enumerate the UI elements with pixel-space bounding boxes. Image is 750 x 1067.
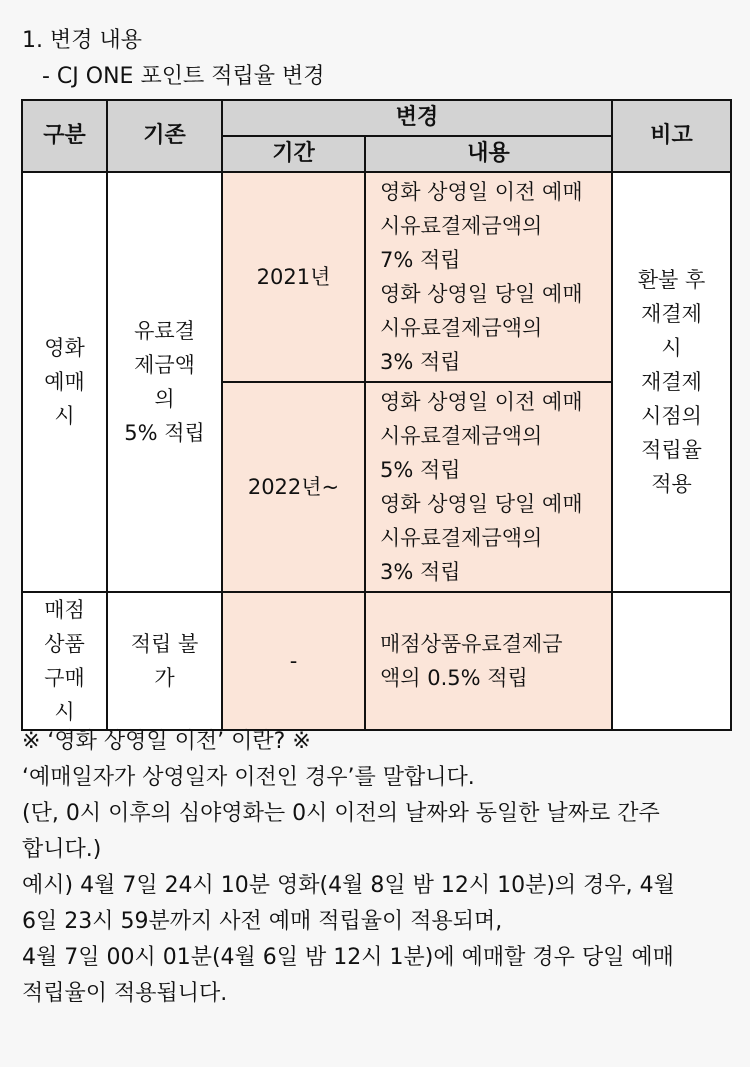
cell-line: 시 (54, 404, 75, 428)
content-text: 시 (380, 424, 401, 448)
cell-content-2022 (365, 382, 612, 592)
content-text: 시 (380, 214, 401, 238)
cell-line: 시점의 (641, 404, 702, 428)
header-period: 기간 (222, 136, 365, 172)
content-line (380, 311, 599, 345)
content-text: 시 (380, 316, 401, 340)
content-line (380, 487, 599, 521)
content-line (380, 385, 599, 419)
cell-snack-period: - (222, 592, 365, 730)
content-line (380, 277, 599, 311)
header-remarks: 비고 (612, 100, 731, 172)
cell-line: 시 (661, 336, 682, 360)
content-text: 영화 상영일 당일 예매 (380, 282, 583, 306)
content-text: 3% 적립 (380, 350, 461, 374)
note-line: 6일 23시 59분까지 사전 예매 적립율이 적용되며, (22, 909, 503, 934)
point-rate-table (21, 99, 732, 731)
header-change: 변경 (222, 100, 612, 136)
cell-line: 예매 (44, 370, 85, 394)
content-text: 상품 (420, 632, 462, 656)
cell-line: 영화 (44, 336, 85, 360)
cell-line: 적용 (651, 472, 692, 496)
note-line: (단, 0시 이후의 심야영화는 0시 이전의 날짜와 동일한 날짜로 간주 (22, 801, 660, 826)
cell-line: 재결제 (641, 370, 702, 394)
cell-content-2021 (365, 172, 612, 382)
cell-snack-content (365, 592, 612, 730)
cell-movie-category (22, 172, 107, 592)
content-text: 영화 상영일 이전 예매 (380, 390, 583, 414)
content-line (380, 555, 599, 589)
content-text: 유료결제금액의 (400, 214, 543, 238)
note-line: 4월 7일 00시 01분(4월 6일 밤 12시 1분)에 예매할 경우 당일 예매 (22, 945, 674, 970)
note-line: ※ ‘영화 상영일 이전’ 이란? ※ (22, 729, 311, 754)
cell-line: 시 (54, 700, 75, 724)
cell-line: 구매 (44, 666, 85, 690)
content-text: 액의 0.5% 적립 (380, 666, 528, 690)
content-text: 영화 상영일 이전 예매 (380, 180, 583, 204)
cell-line: 적립 불 (130, 632, 199, 656)
header-category: 구분 (22, 100, 107, 172)
content-text: 시 (380, 526, 401, 550)
content-text: 3% 적립 (380, 560, 461, 584)
content-text: 유료결제금 (461, 632, 563, 656)
content-line (380, 209, 599, 243)
cell-line: 유료결 (134, 319, 195, 343)
cell-line: 가 (154, 666, 175, 690)
content-text: 유료결제금액의 (400, 526, 543, 550)
cell-line: 매점 (44, 598, 85, 622)
cell-line: 재결제 (641, 302, 702, 326)
content-line (380, 521, 599, 555)
cell-line: 5% 적립 (124, 421, 205, 445)
content-line (380, 627, 599, 661)
content-text: 매점 (380, 632, 421, 656)
cell-movie-existing (107, 172, 222, 592)
note-line: 합니다.) (22, 837, 102, 862)
content-text: 5% 적립 (380, 458, 461, 482)
cell-period-2021: 2021년 (222, 172, 365, 382)
subsection-heading: - CJ ONE 포인트 적립율 변경 (42, 64, 325, 89)
content-text: 7% 적립 (380, 248, 461, 272)
content-line (380, 175, 599, 209)
header-content: 내용 (365, 136, 612, 172)
cell-line: 적립율 (641, 438, 702, 462)
notes-block (22, 724, 732, 1012)
cell-snack-remarks (612, 592, 731, 730)
header-existing: 기존 (107, 100, 222, 172)
content-line (380, 661, 599, 695)
cell-line: 의 (154, 387, 175, 411)
cell-snack-existing (107, 592, 222, 730)
cell-line: 제금액 (134, 353, 195, 377)
cell-line: 상품 (44, 632, 85, 656)
content-line (380, 453, 599, 487)
cell-remarks (612, 172, 731, 592)
section-heading: 1. 변경 내용 (22, 28, 142, 53)
content-line (380, 345, 599, 379)
cell-line: 환불 후 (637, 268, 706, 292)
note-line: 적립율이 적용됩니다. (22, 981, 228, 1006)
content-text: 영화 상영일 당일 예매 (380, 492, 583, 516)
note-line: ‘예매일자가 상영일자 이전인 경우’를 말합니다. (22, 765, 475, 790)
note-line: 예시) 4월 7일 24시 10분 영화(4월 8일 밤 12시 10분)의 경우, 4월 (22, 873, 675, 898)
content-line (380, 243, 599, 277)
cell-period-2022: 2022년~ (222, 382, 365, 592)
content-text: 유료결제금액의 (400, 316, 543, 340)
cell-snack-category (22, 592, 107, 730)
content-line (380, 419, 599, 453)
content-text: 유료결제금액의 (400, 424, 543, 448)
